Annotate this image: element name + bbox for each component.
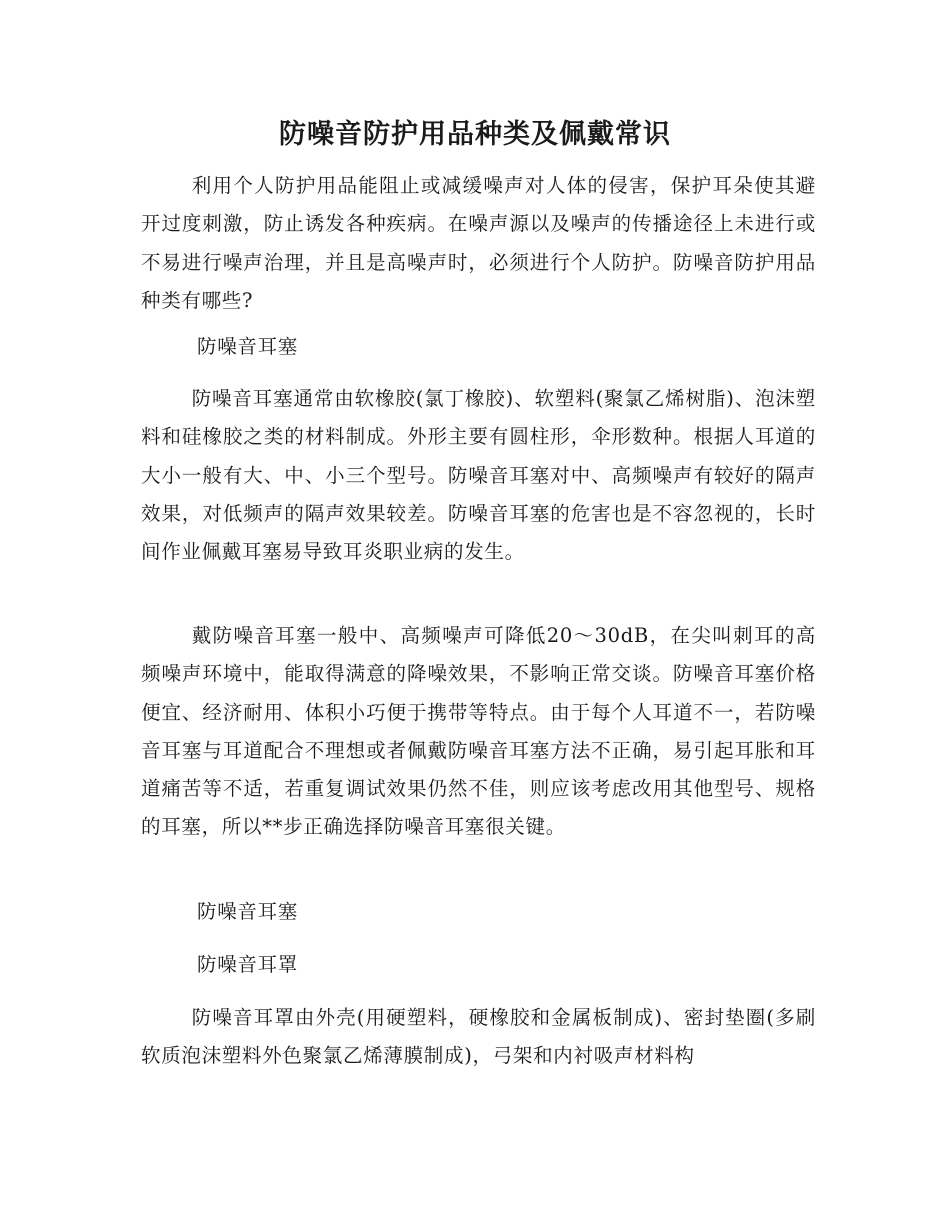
earplug-effect-paragraph: 戴防噪音耳塞一般中、高频噪声可降低20～30dB，在尖叫刺耳的高频噪声环境中，能取得满意的降噪效果，不影响正常交谈。防噪音耳塞价格便宜、经济耐用、体积小巧便于携带等特点。由于每个人耳道不一，若防噪音耳塞与耳道配合不理想或者佩戴防噪音耳塞方法不正确，易引起耳胀和耳道痛苦等不适，若重复调试效果仍然不佳，则应该考虑改用其他型号、规格的耳塞，所以**步正确选择防噪音耳塞很关键。	[141, 624, 816, 839]
section-heading-earplug-2: 防噪音耳塞	[197, 900, 299, 923]
earplug-material-paragraph: 防噪音耳塞通常由软橡胶(氯丁橡胶)、软塑料(聚氯乙烯树脂)、泡沫塑料和硅橡胶之类的材料制成。外形主要有圆柱形，伞形数种。根据人耳道的大小一般有大、中、小三个型号。防噪音耳塞对中、高频噪声有较好的隔声效果，对低频声的隔声效果较差。防噪音耳塞的危害也是不容忽视的，长时间作业佩戴耳塞易导致耳炎职业病的发生。	[141, 387, 816, 564]
section-heading-earplug: 防噪音耳塞	[197, 335, 299, 358]
earmuff-material-paragraph: 防噪音耳罩由外壳(用硬塑料，硬橡胶和金属板制成)、密封垫圈(多刷软质泡沫塑料外色聚氯乙烯薄膜制成)，弓架和内衬吸声材料构	[141, 1006, 816, 1068]
document-title: 防噪音防护用品种类及佩戴常识	[279, 119, 671, 150]
intro-paragraph: 利用个人防护用品能阻止或减缓噪声对人体的侵害，保护耳朵使其避开过度刺激，防止诱发各种疾病。在噪声源以及噪声的传播途径上未进行或不易进行噪声治理，并且是高噪声时，必须进行个人防护。防噪音防护用品种类有哪些?	[141, 174, 816, 312]
section-heading-earmuff: 防噪音耳罩	[197, 953, 299, 976]
